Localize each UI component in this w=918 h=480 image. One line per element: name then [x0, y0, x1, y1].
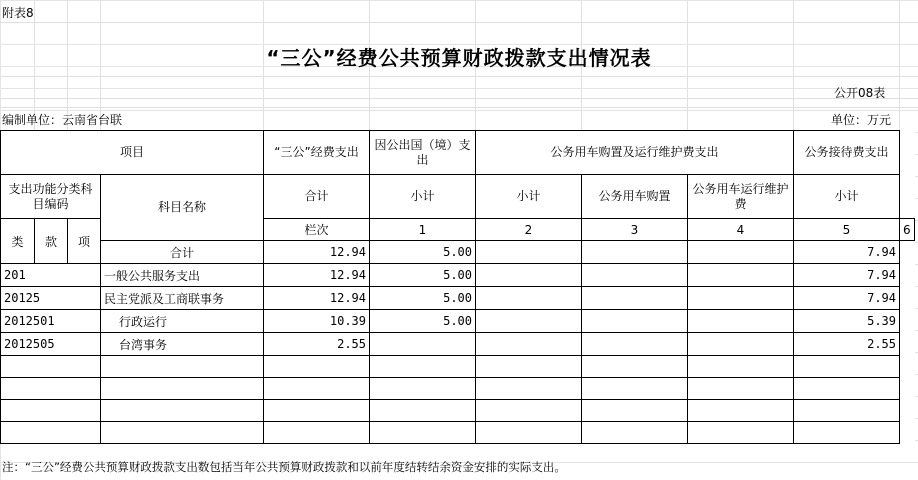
- row-code: 2012505: [1, 333, 101, 356]
- cell-value: [688, 264, 794, 287]
- cell-value: 7.94: [794, 264, 900, 287]
- cell-value: [582, 287, 688, 310]
- header-total: 合计: [264, 175, 370, 219]
- cell-value: 5.00: [370, 241, 476, 264]
- cell-value: [582, 310, 688, 333]
- table-row-total: [1, 241, 915, 264]
- cell-value: 5.00: [370, 310, 476, 333]
- column-number-4: 4: [688, 219, 794, 241]
- table-row: [1, 264, 915, 287]
- column-number-2: 2: [476, 219, 582, 241]
- table-code: 公开08表: [834, 86, 886, 100]
- cell-value: 7.94: [794, 241, 900, 264]
- row-name: 行政运行: [101, 310, 264, 333]
- cell-value: [688, 287, 794, 310]
- row-code: 201: [1, 264, 101, 287]
- header-abroad: 因公出国（境）支出: [370, 131, 476, 175]
- footnote: 注：“三公”经费公共预算财政拨款支出数包括当年公共预算财政拨款和以前年度结转结余资金安排的实际支出。: [2, 460, 566, 474]
- column-number-1: 1: [370, 219, 476, 241]
- header-item: 项目: [1, 131, 264, 175]
- header-vehicle-subtotal: 小计: [476, 175, 582, 219]
- row-code: 2012501: [1, 310, 101, 333]
- cell-value: [688, 333, 794, 356]
- header-vehicle: 公务用车购置及运行维护费支出: [476, 131, 794, 175]
- empty-row: [1, 422, 915, 444]
- cell-value: [476, 333, 582, 356]
- header-reception: 公务接待费支出: [794, 131, 900, 175]
- header-func-code: 支出功能分类科目编码: [1, 175, 101, 219]
- cell-value: [370, 333, 476, 356]
- header-vehicle-maintain: 公务用车运行维护费: [688, 175, 794, 219]
- page-title: “三公”经费公共预算财政拨款支出情况表: [266, 46, 652, 70]
- cell-value: 5.00: [370, 287, 476, 310]
- table-row: [1, 333, 915, 356]
- column-number-6: 6: [900, 219, 915, 241]
- cell-value: 7.94: [794, 287, 900, 310]
- cell-value: 2.55: [794, 333, 900, 356]
- row-code: 20125: [1, 287, 101, 310]
- cell-value: [476, 264, 582, 287]
- column-number-label: 栏次: [264, 219, 370, 241]
- header-abroad-subtotal: 小计: [370, 175, 476, 219]
- empty-row: [1, 356, 915, 378]
- cell-value: 5.39: [794, 310, 900, 333]
- header-kuan: 款: [35, 219, 68, 264]
- column-number-3: 3: [582, 219, 688, 241]
- cell-value: 2.55: [264, 333, 370, 356]
- cell-value: 10.39: [264, 310, 370, 333]
- table-row: [1, 287, 915, 310]
- header-subject-name: 科目名称: [101, 175, 264, 241]
- empty-row: [1, 400, 915, 422]
- column-number-5: 5: [794, 219, 900, 241]
- cell-value: [476, 241, 582, 264]
- cell-value: [582, 333, 688, 356]
- expenditure-table: [0, 130, 915, 444]
- total-row-name: 合计: [101, 241, 264, 264]
- empty-row: [1, 378, 915, 400]
- cell-value: [582, 241, 688, 264]
- row-name: 民主党派及工商联事务: [101, 287, 264, 310]
- sheet-label: 附表8: [2, 6, 34, 20]
- cell-value: [688, 241, 794, 264]
- cell-value: [582, 264, 688, 287]
- cell-value: [476, 287, 582, 310]
- cell-value: 5.00: [370, 264, 476, 287]
- cell-value: 12.94: [264, 241, 370, 264]
- header-lei: 类: [1, 219, 35, 264]
- cell-value: 12.94: [264, 264, 370, 287]
- header-sangong-total: “三公”经费支出: [264, 131, 370, 175]
- cell-value: 12.94: [264, 287, 370, 310]
- table-row: [1, 310, 915, 333]
- compiling-unit: 编制单位：云南省台联: [2, 113, 123, 127]
- row-name: 台湾事务: [101, 333, 264, 356]
- header-xiang: 项: [68, 219, 101, 264]
- cell-value: [688, 310, 794, 333]
- cell-value: [476, 310, 582, 333]
- header-vehicle-purchase: 公务用车购置: [582, 175, 688, 219]
- header-reception-subtotal: 小计: [794, 175, 900, 219]
- unit-label: 单位：万元: [831, 113, 892, 127]
- row-name: 一般公共服务支出: [101, 264, 264, 287]
